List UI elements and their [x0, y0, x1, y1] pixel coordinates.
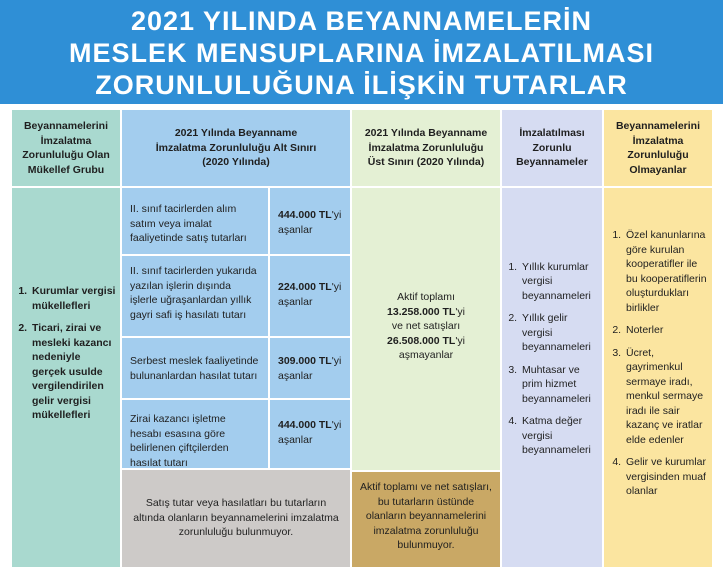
upper-limit-note: Aktif toplamı ve net satışları, bu tutarların üstünde olanların beyannamelerini imzalatma zorunluluğu bulunmuyor. [352, 472, 500, 567]
upper-limit-line-4 [358, 334, 494, 349]
header-taxpayer-group: Beyannamelerini İmzalatma Zorunluluğu Olan Mükellef Grubu [12, 110, 120, 186]
lower-limit-amount-2 [270, 256, 350, 336]
upper-limit-amount-2: 26.508.000 TL [387, 334, 456, 347]
title-banner [0, 0, 723, 104]
list-item: 2. Noterler [624, 323, 708, 338]
list-item: 1. Yıllık kurumlar vergisi beyannameleri [520, 260, 598, 304]
lower-limit-amount-3 [270, 338, 350, 398]
amount-suffix: 'yi aşanlar [278, 281, 342, 308]
lower-limit-desc-3: Serbest meslek faaliyetinde bulunanlardan hasılat tutarı [122, 338, 268, 398]
lower-limit-amount-1 [270, 188, 350, 254]
lower-limit-amount-4 [270, 400, 350, 468]
title-line-3: ZORUNLULUĞUNA İLİŞKİN TUTARLAR [95, 70, 628, 100]
header-exempt: Beyannamelerini İmzalatma Zorunluluğu Olmayanlar [604, 110, 712, 186]
amount-value: 309.000 TL [278, 355, 332, 367]
amount-value: 224.000 TL [278, 281, 332, 293]
amount-suffix: 'yi aşanlar [278, 209, 342, 236]
upper-limit-line-5: aşmayanlar [398, 349, 454, 361]
header-upper-limit: 2021 Yılında Beyanname İmzalatma Zorunluluğu Üst Sınırı (2020 Yılında) [352, 110, 500, 186]
upper-limit-line-2 [358, 305, 494, 320]
list-item: 1. Özel kanunlarına göre kurulan kooperatifler ile bu kooperatiflerin oluşturdukları birlikler [624, 228, 708, 315]
taxpayer-group-list [16, 284, 116, 431]
required-declarations-list [506, 260, 598, 466]
upper-limit-amount-1: 13.258.000 TL [387, 305, 456, 318]
lower-limit-desc-2: II. sınıf tacirlerden yukarıda yazılan işlerin dışında işlerle uğraşanlardan yıllık gayri safi iş hasılatı tutarı [122, 256, 268, 336]
amount-value: 444.000 TL [278, 209, 332, 221]
list-item: 4. Gelir ve kurumlar vergisinden muaf olanlar [624, 455, 708, 499]
amount-value: 444.000 TL [278, 419, 332, 431]
amount-suffix: 'yi aşanlar [278, 419, 342, 446]
title-line-1: 2021 YILINDA BEYANNAMELERİN [130, 6, 593, 36]
amount-suffix: 'yi [455, 305, 465, 318]
exempt-cell [604, 188, 712, 567]
amount-suffix: 'yi aşanlar [278, 355, 342, 382]
header-lower-limit: 2021 Yılında Beyanname İmzalatma Zorunluluğu Alt Sınırı (2020 Yılında) [122, 110, 350, 186]
list-item: 1. Kurumlar vergisi mükellefleri [30, 284, 116, 313]
lower-limit-note: Satış tutar veya hasılatları bu tutarların altında olanların beyannamelerini imzalatma zorunluluğu bulunmuyor. [122, 470, 350, 567]
list-item: 2. Ticari, zirai ve mesleki kazancı nedeniyle gerçek usulde vergilendirilen gelir vergisi mükellefleri [30, 321, 116, 423]
upper-limit-line-3: ve net satışları [391, 320, 461, 332]
required-declarations-cell [502, 188, 602, 567]
lower-limit-desc-4: Zirai kazancı işletme hesabı esasına göre belirlenen çiftçilerden hasılat tutarı [122, 400, 268, 468]
taxpayer-group-cell [12, 188, 120, 567]
list-item: 3. Ücret, gayrimenkul sermaye iradı, menkul sermaye iradı ile sair kazanç ve iratlar elde edenler [624, 346, 708, 448]
exempt-list [608, 228, 708, 499]
list-item: 4. Katma değer vergisi beyannameleri [520, 414, 598, 458]
title-line-2: MESLEK MENSUPLARINA İMZALATILMASI [69, 38, 654, 68]
list-item: 2. Yıllık gelir vergisi beyannameleri [520, 311, 598, 355]
amount-suffix: 'yi [455, 334, 465, 347]
upper-limit-cell [352, 188, 500, 470]
header-required-declarations: İmzalatılması Zorunlu Beyannameler [502, 110, 602, 186]
lower-limit-desc-1: II. sınıf tacirlerden alım satım veya imalat faaliyetinde satış tutarları [122, 188, 268, 254]
list-item: 3. Muhtasar ve prim hizmet beyannameleri [520, 363, 598, 407]
upper-limit-line-1: Aktif toplamı [397, 291, 455, 303]
